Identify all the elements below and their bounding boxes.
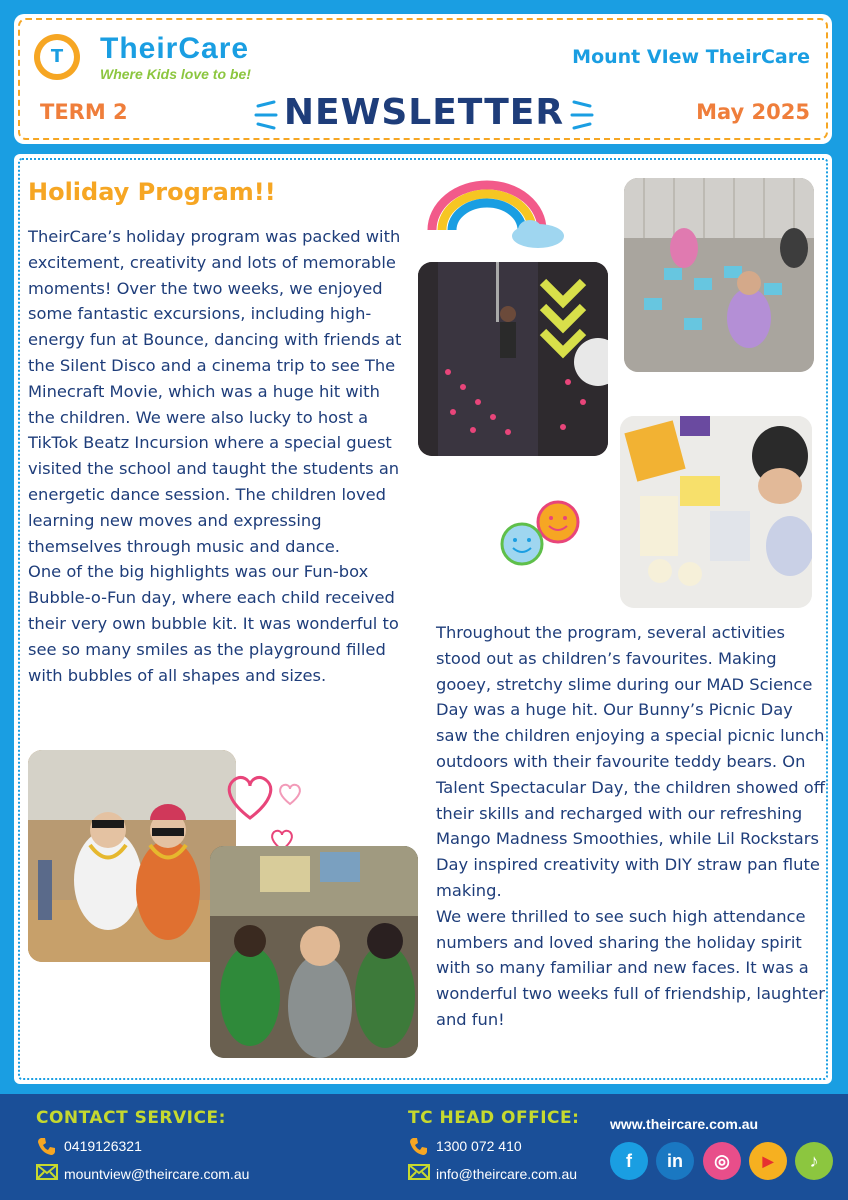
classroom-group-image xyxy=(210,846,418,1058)
linkedin-icon[interactable]: in xyxy=(656,1142,694,1180)
newsletter-header xyxy=(14,14,832,144)
newsletter-title: NEWSLETTER xyxy=(283,92,565,133)
photo-silent-disco xyxy=(28,750,236,962)
facebook-icon[interactable]: f xyxy=(610,1142,648,1180)
body-paragraph: One of the big highlights was our Fun-box Bubble-o-Fun day, where each child received their very own bubble kit. It was wonderful to see so many smiles as the playground filled with bubbles of all shapes and sizes. xyxy=(28,562,399,685)
slime-activity-image xyxy=(624,178,814,372)
article-body-left xyxy=(28,224,408,688)
climbing-wall-image xyxy=(418,262,608,456)
head-office-heading: TC HEAD OFFICE: xyxy=(408,1108,580,1128)
contact-email[interactable]: mountview@theircare.com.au xyxy=(64,1166,250,1182)
contact-footer xyxy=(0,1094,848,1200)
term-label: TERM 2 xyxy=(40,100,128,124)
phone-icon xyxy=(408,1136,428,1156)
office-email[interactable]: info@theircare.com.au xyxy=(436,1166,578,1182)
rainbow-icon xyxy=(426,180,566,250)
hearts-icon xyxy=(220,768,310,858)
contact-service-heading: CONTACT SERVICE: xyxy=(36,1108,226,1128)
picnic-lunch-image xyxy=(620,416,812,608)
phone-icon xyxy=(36,1136,56,1156)
email-icon xyxy=(408,1164,430,1180)
title-wrap xyxy=(254,90,594,136)
email-icon xyxy=(36,1164,58,1180)
tiktok-icon[interactable]: ♪ xyxy=(795,1142,833,1180)
smiley-faces-icon xyxy=(496,494,586,574)
theircare-logo-icon xyxy=(34,34,80,80)
logo-glyph: T xyxy=(40,40,74,74)
right-spark-icon xyxy=(570,100,594,130)
silent-disco-image xyxy=(28,750,236,962)
photo-slime-activity xyxy=(624,178,814,372)
brand-tagline: Where Kids love to be! xyxy=(100,66,251,82)
body-paragraph: We were thrilled to see such high attendance numbers and loved sharing the holiday spirit with so many familiar and new faces. It was a wonderful two weeks full of friendship, laughter and fun! xyxy=(436,906,826,1029)
photo-picnic-lunch xyxy=(620,416,812,608)
issue-month: May 2025 xyxy=(696,100,810,124)
photo-classroom-group xyxy=(210,846,418,1058)
youtube-icon[interactable]: ▶ xyxy=(749,1142,787,1180)
website-link[interactable]: www.theircare.com.au xyxy=(610,1116,759,1132)
article-body-right xyxy=(436,620,828,1033)
contact-phone[interactable]: 0419126321 xyxy=(64,1138,142,1154)
office-phone[interactable]: 1300 072 410 xyxy=(436,1138,522,1154)
photo-climbing-wall xyxy=(418,262,608,456)
site-name: Mount VIew TheirCare xyxy=(572,46,810,68)
brand-name: TheirCare xyxy=(100,32,250,65)
article-title: Holiday Program!! xyxy=(28,178,276,206)
article-panel xyxy=(14,154,832,1084)
left-spark-icon xyxy=(254,100,278,130)
instagram-icon[interactable]: ◎ xyxy=(703,1142,741,1180)
body-paragraph: Throughout the program, several activities stood out as children’s favourites. Making gooey, stretchy slime during our MAD Science Day was a huge hit. Our Bunny’s Picnic Day saw the children enjoying a special picnic lunch outdoors with their favourite teddy bears. On Talent Spectacular Day, the children showed off their skills and recharged with our refreshing Mango Madness Smoothies, while Lil Rockstars Day inspired creativity with DIY straw pan flute making. xyxy=(436,623,825,900)
body-paragraph: TheirCare’s holiday program was packed with excitement, creativity and lots of memorable moments! Over the two weeks, we enjoyed some fantastic excursions, including high-energy fun at Bounce, dancing with friends at the Silent Disco and a cinema trip to see The Minecraft Movie, which was a huge hit with the children. We were also lucky to host a TikTok Beatz Incursion where a special guest visited the school and taught the students an energetic dance session. The children loved learning new moves and expressing themselves through music and dance. xyxy=(28,227,402,556)
